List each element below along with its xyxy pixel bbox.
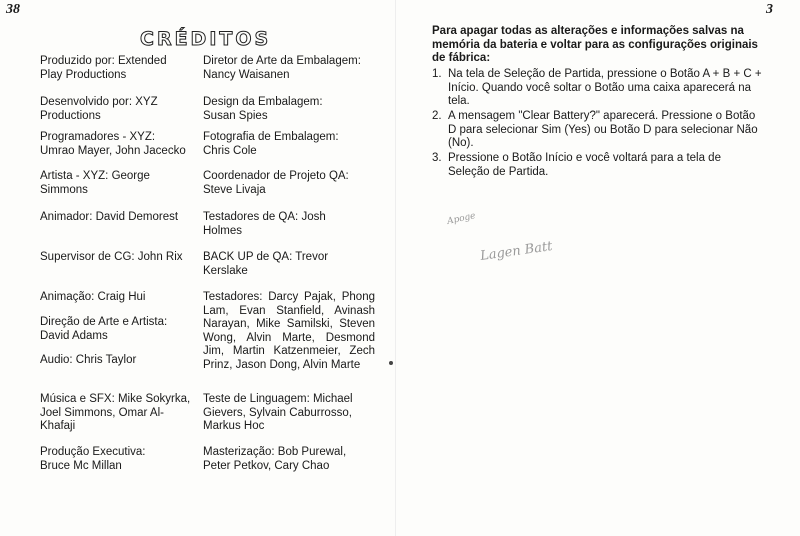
credit-package-design: Design da Embalagem: Susan Spies (203, 96, 323, 122)
credit-artist: Artista - XYZ: George Simmons (40, 170, 150, 196)
credit-mastering: Masterização: Bob Purewal, Peter Petkov, Cary Chao (203, 446, 347, 472)
credit-art-direction: Direção de Arte e Artista: David Adams (40, 316, 168, 342)
credit-audio: Audio: Chris Taylor (40, 354, 137, 366)
credit-executive-production: Produção Executiva: Bruce Mc Millan (40, 446, 146, 472)
credit-animation: Animação: Craig Hui (40, 291, 146, 303)
step-number: 2. (432, 110, 442, 122)
credit-qa-testers: Testadores de QA: Josh Holmes (203, 211, 326, 237)
step-text: Na tela de Seleção de Partida, pressione o Botão A + B + C + Início. Quando você soltar o Botão uma caixa aparecerá na tela. (448, 68, 762, 107)
credit-cg-supervisor: Supervisor de CG: John Rix (40, 251, 183, 263)
step-number: 3. (432, 152, 442, 164)
credit-package-photography: Fotografia de Embalagem: Chris Cole (203, 131, 339, 157)
page-number-left: 38 (6, 2, 20, 17)
credit-animator: Animador: David Demorest (40, 211, 179, 223)
page-fold (395, 0, 396, 536)
credit-developed-by: Desenvolvido por: XYZ Productions (40, 96, 158, 122)
credit-produced-by: Produzido por: Extended Play Productions (40, 55, 167, 81)
step-number: 1. (432, 68, 442, 80)
punch-dot (389, 361, 393, 365)
step-text: A mensagem "Clear Battery?" aparecerá. Pressione o Botão D para selecionar Sim (Yes) ou Botão D para selecionar Não (No). (448, 110, 758, 149)
credit-testers: Testadores: Darcy Pajak, Phong Lam, Evan Stanfield, Avinash Narayan, Mike Samilski, Steven Wong, Alvin Marte, Desmond Jim, Martin Katzenmeier, Zech Prinz, Jason Dong, Alvin Marte (203, 291, 375, 371)
credit-music-sfx: Música e SFX: Mike Sokyrka, Joel Simmons, Omar Al-Khafaji (40, 393, 191, 432)
step-item (432, 68, 762, 109)
credit-package-art-director: Diretor de Arte da Embalagem: Nancy Waisanen (203, 55, 361, 81)
step-text: Pressione o Botão Início e você voltará para a tela de Seleção de Partida. (448, 152, 721, 178)
page-number-right: 3 (766, 2, 773, 17)
credits-title: CRÉDITOS (140, 28, 272, 50)
credit-language-test: Teste de Linguagem: Michael Gievers, Sylvain Caburrosso, Markus Hoc (203, 393, 353, 432)
credit-programmers: Programadores - XYZ: Umrao Mayer, John Jacecko (40, 131, 186, 157)
step-item (432, 152, 762, 179)
step-item (432, 110, 762, 151)
reset-instructions-intro: Para apagar todas as alterações e informações salvas na memória da bateria e voltar para as configurações originais de fábrica: (432, 25, 758, 64)
handwritten-note: Apoge (446, 211, 477, 227)
credit-qa-backup: BACK UP de QA: Trevor Kerslake (203, 251, 329, 277)
handwritten-note: Lagen Batt (479, 239, 554, 264)
credit-qa-coordinator: Coordenador de Projeto QA: Steve Livaja (203, 170, 349, 196)
